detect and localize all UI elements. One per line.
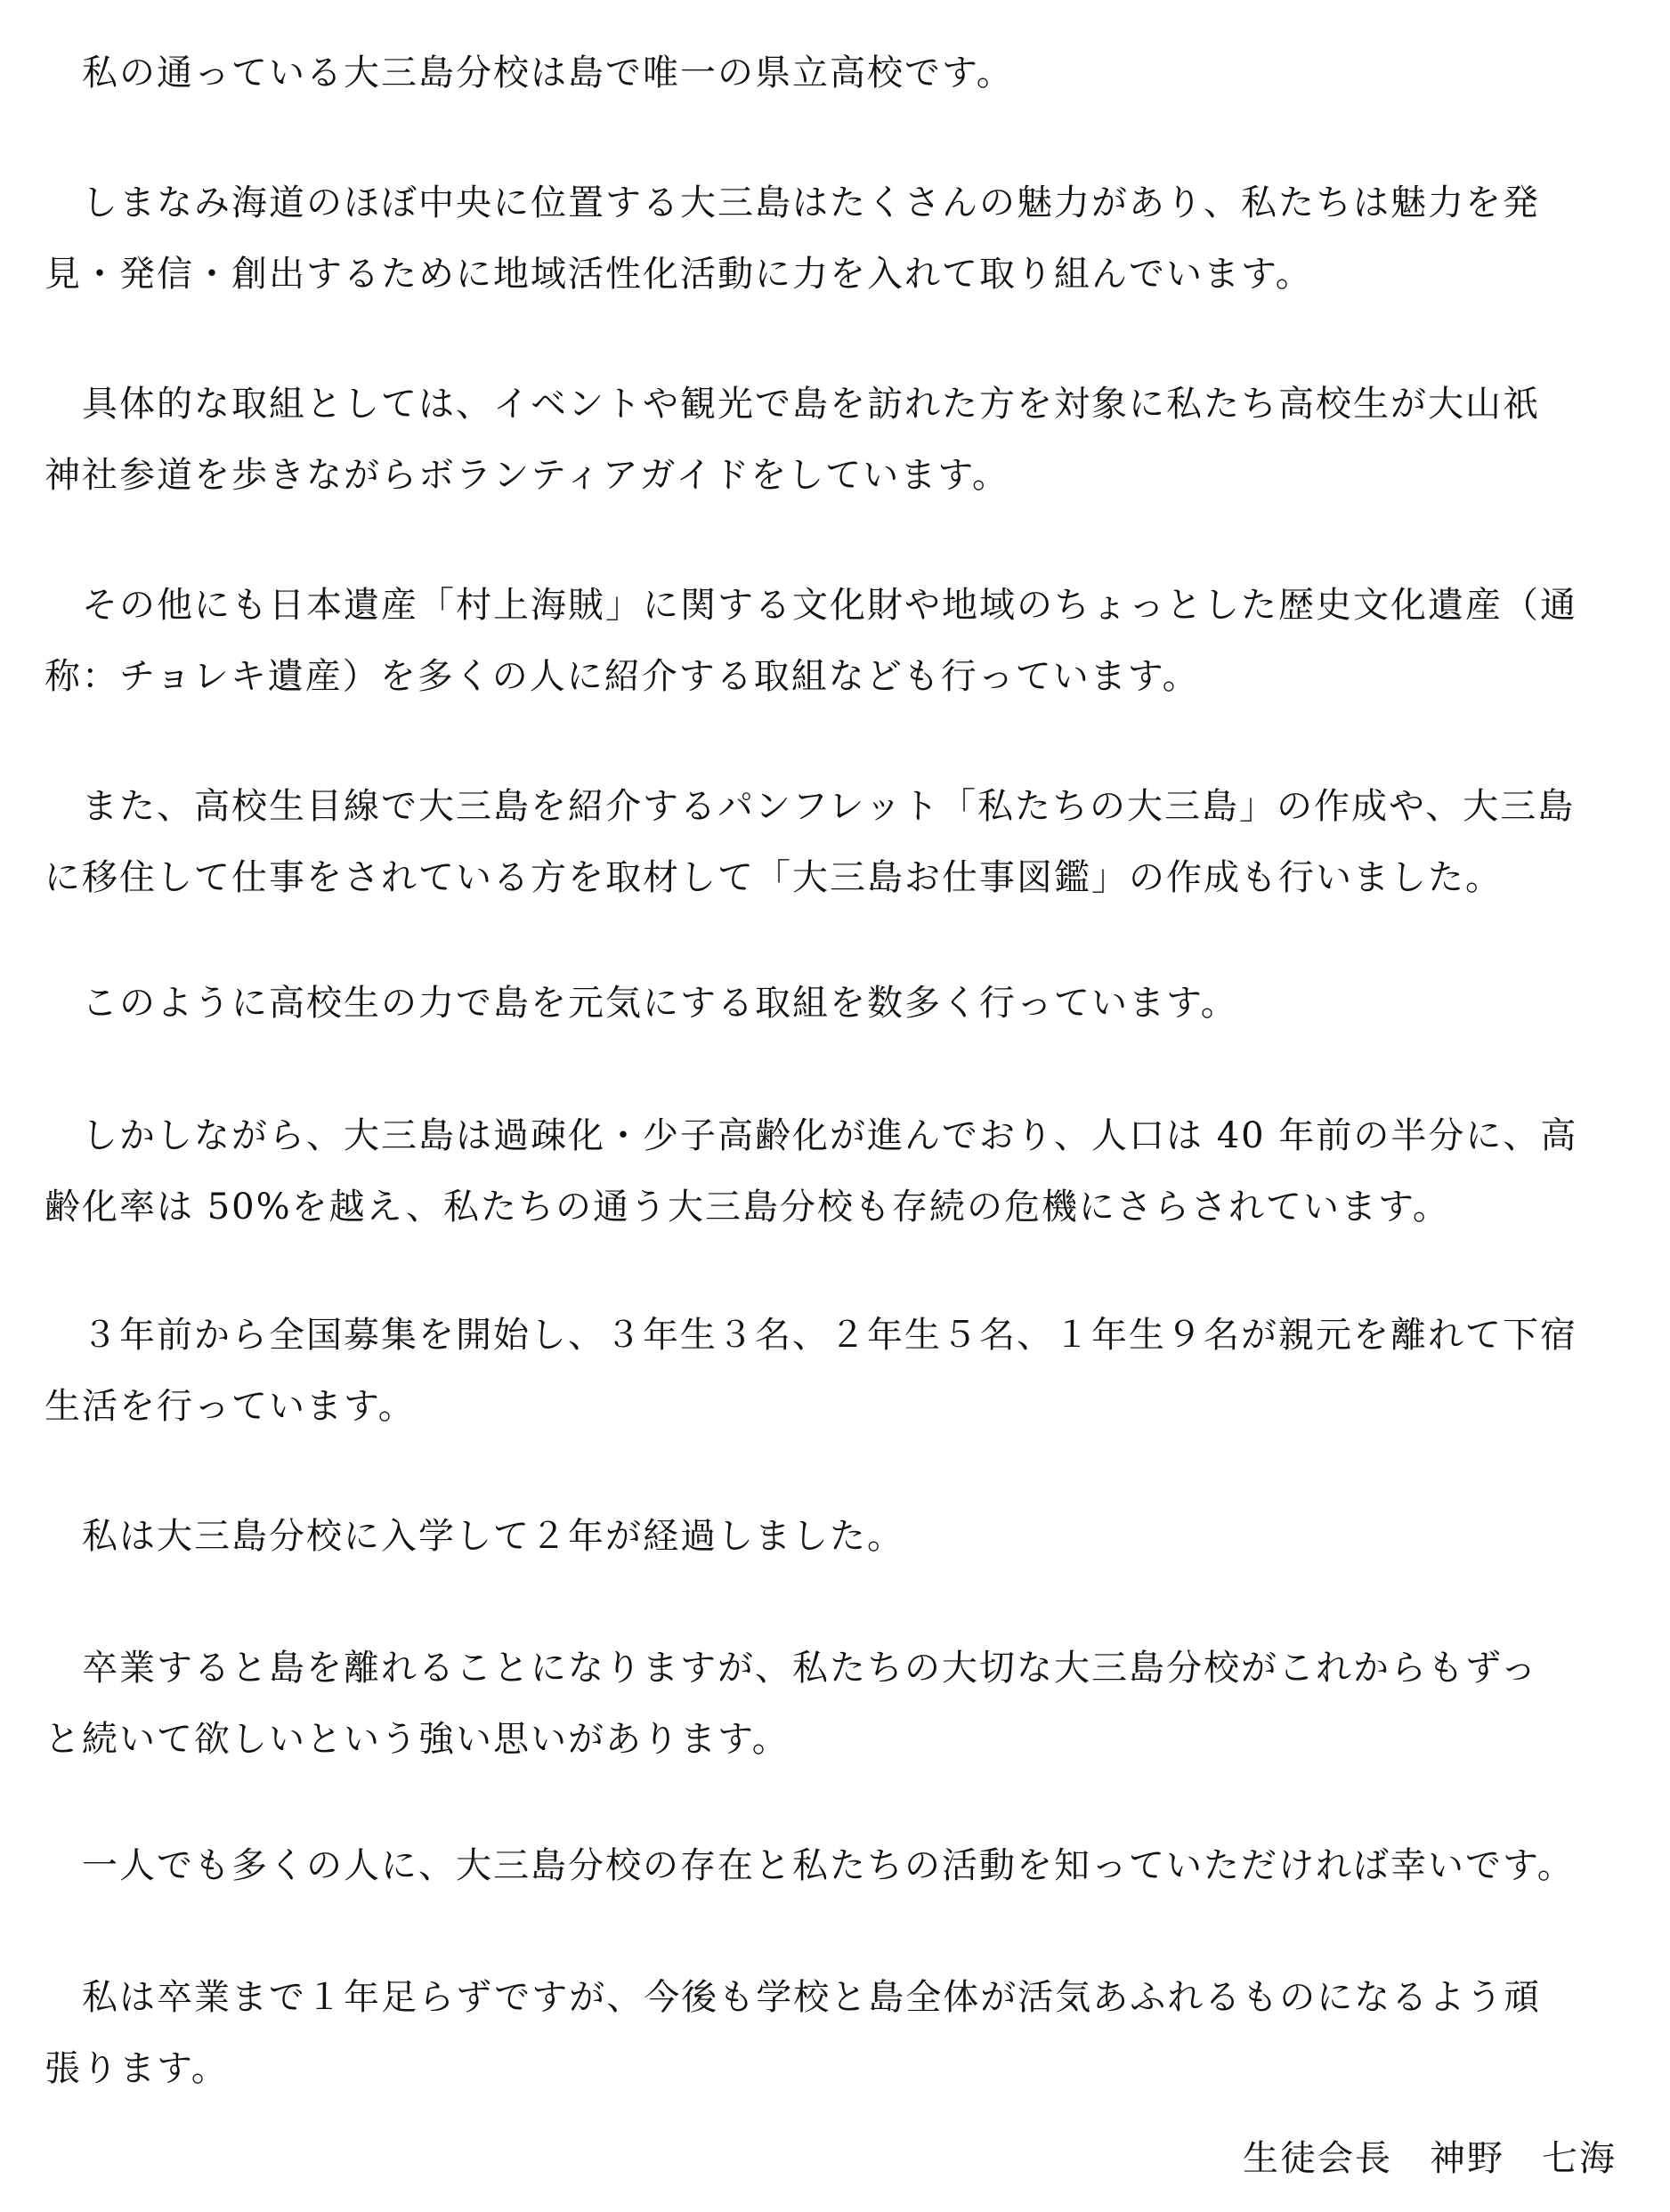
paragraph-line: に移住して仕事をされている方を取材して「大三島お仕事図鑑」の作成も行いました。 xyxy=(45,857,1503,898)
paragraph-line: 神社参道を歩きながらボランティアガイドをしています。 xyxy=(45,455,1009,496)
paragraph-line: と続いて欲しいという強い思いがあります。 xyxy=(45,1719,790,1760)
paragraph-line: 私の通っている大三島分校は島で唯一の県立高校です。 xyxy=(45,53,1014,93)
paragraph-2 xyxy=(45,167,1625,310)
paragraph-line: 私は卒業まで１年足らずですが、今後も学校と島全体が活気あふれるものになるよう頑 xyxy=(45,1977,1542,2018)
paragraph-line: 張ります。 xyxy=(45,2048,229,2089)
paragraph-line: しまなみ海道のほぼ中央に位置する大三島はたくさんの魅力があり、私たちは魅力を発 xyxy=(45,182,1540,223)
paragraph-1 xyxy=(45,37,1625,109)
paragraph-9 xyxy=(45,1501,1625,1572)
paragraph-11 xyxy=(45,1830,1625,1901)
paragraph-12 xyxy=(45,1962,1625,2104)
paragraph-6 xyxy=(45,968,1625,1039)
paragraph-line: 卒業すると島を離れることになりますが、私たちの大切な大三島分校がこれからもずっ xyxy=(45,1648,1538,1689)
paragraph-line: このように高校生の力で島を元気にする取組を数多く行っています。 xyxy=(45,983,1238,1024)
paragraph-line: 私は大三島分校に入学して２年が経過しました。 xyxy=(45,1516,904,1557)
paragraph-8 xyxy=(45,1300,1625,1442)
paragraph-7 xyxy=(45,1100,1625,1243)
paragraph-line: 一人でも多くの人に、大三島分校の存在と私たちの活動を知っていただければ幸いです。 xyxy=(45,1845,1575,1886)
paragraph-line: 齢化率は 50%を越え、私たちの通う大三島分校も存続の危機にさらされています。 xyxy=(45,1187,1450,1228)
paragraph-line: その他にも日本遺産「村上海賊」に関する文化財や地域のちょっとした歴史文化遺産（通 xyxy=(45,585,1577,626)
author-signature: 生徒会長 神野 七海 xyxy=(1243,2138,1617,2179)
paragraph-line: 生活を行っています。 xyxy=(45,1386,416,1427)
paragraph-line: 称：チョレキ遺産）を多くの人に紹介する取組なども行っています。 xyxy=(45,656,1200,697)
paragraph-5 xyxy=(45,771,1625,913)
paragraph-line: しかしながら、大三島は過疎化・少子高齢化が進んでおり、人口は 40 年前の半分に、高 xyxy=(45,1115,1578,1156)
paragraph-10 xyxy=(45,1633,1625,1775)
paragraph-line: また、高校生目線で大三島を紹介するパンフレット「私たちの大三島」の作成や、大三島 xyxy=(45,786,1576,827)
paragraph-line: 見・発信・創出するために地域活性化活動に力を入れて取り組んでいます。 xyxy=(45,254,1313,295)
paragraph-3 xyxy=(45,369,1625,511)
paragraph-4 xyxy=(45,570,1625,712)
paragraph-line: 具体的な取組としては、イベントや観光で島を訪れた方を対象に私たち高校生が大山祇 xyxy=(45,384,1540,425)
paragraph-line: ３年前から全国募集を開始し、３年生３名、２年生５名、１年生９名が親元を離れて下宿 xyxy=(45,1315,1577,1356)
